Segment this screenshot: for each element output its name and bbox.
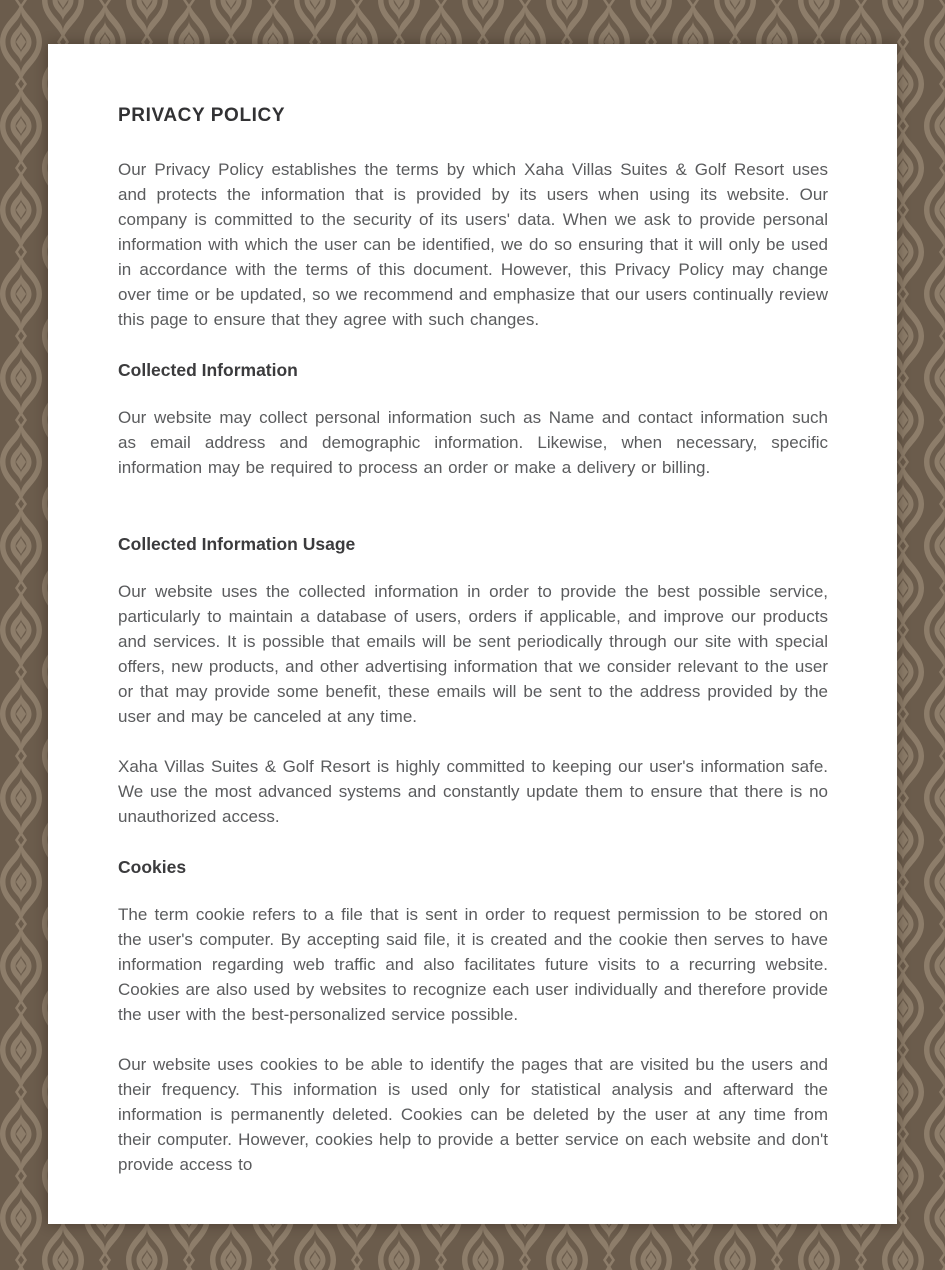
intro-paragraph: Our Privacy Policy establishes the terms by which Xaha Villas Suites & Golf Resort uses and protects the information that is provided by its users when using its website. Our company is committed to the security of its users' data. When we ask to provide personal information with which the user can be identified, we do so ensuring that it will only be used in accordance with the terms of this document. However, this Privacy Policy may change over time or be updated, so we recommend and emphasize that our users continually review this page to ensure that they agree with such changes.	[118, 160, 828, 329]
collected-information-usage-paragraph-1: Our website uses the collected information in order to provide the best possible service, particularly to maintain a database of users, orders if applicable, and improve our products and services. It is possible that emails will be sent periodically through our site with special offers, new products, and other advertising information that we consider relevant to the user or that may provide some benefit, these emails will be sent to the address provided by the user and may be canceled at any time.	[118, 582, 828, 726]
collected-information-paragraph: Our website may collect personal information such as Name and contact information such as email address and demographic information. Likewise, when necessary, specific information may be required to process an order or make a delivery or billing.	[118, 408, 828, 477]
section-heading-collected-information-usage: Collected Information Usage	[118, 534, 356, 554]
cookies-paragraph-1: The term cookie refers to a file that is sent in order to request permission to be stored on the user's computer. By accepting said file, it is created and the cookie then serves to have information regarding web traffic and also facilitates future visits to a recurring website. Cookies are also used by websites to recognize each user individually and therefore provide the user with the best-personalized service possible.	[118, 905, 828, 1024]
page-title: PRIVACY POLICY	[118, 105, 286, 126]
document-page	[48, 44, 897, 1224]
section-heading-cookies: Cookies	[118, 857, 187, 877]
cookies-paragraph-2: Our website uses cookies to be able to identify the pages that are visited bu the users and their frequency. This information is used only for statistical analysis and afterward the information is permanently deleted. Cookies can be deleted by the user at any time from their computer. However, cookies help to provide a better service on each website and don't provide access to	[118, 1055, 828, 1174]
section-heading-collected-information: Collected Information	[118, 360, 298, 380]
collected-information-usage-paragraph-2: Xaha Villas Suites & Golf Resort is highly committed to keeping our user's information safe. We use the most advanced systems and constantly update them to ensure that there is no unauthorized access.	[118, 757, 828, 826]
